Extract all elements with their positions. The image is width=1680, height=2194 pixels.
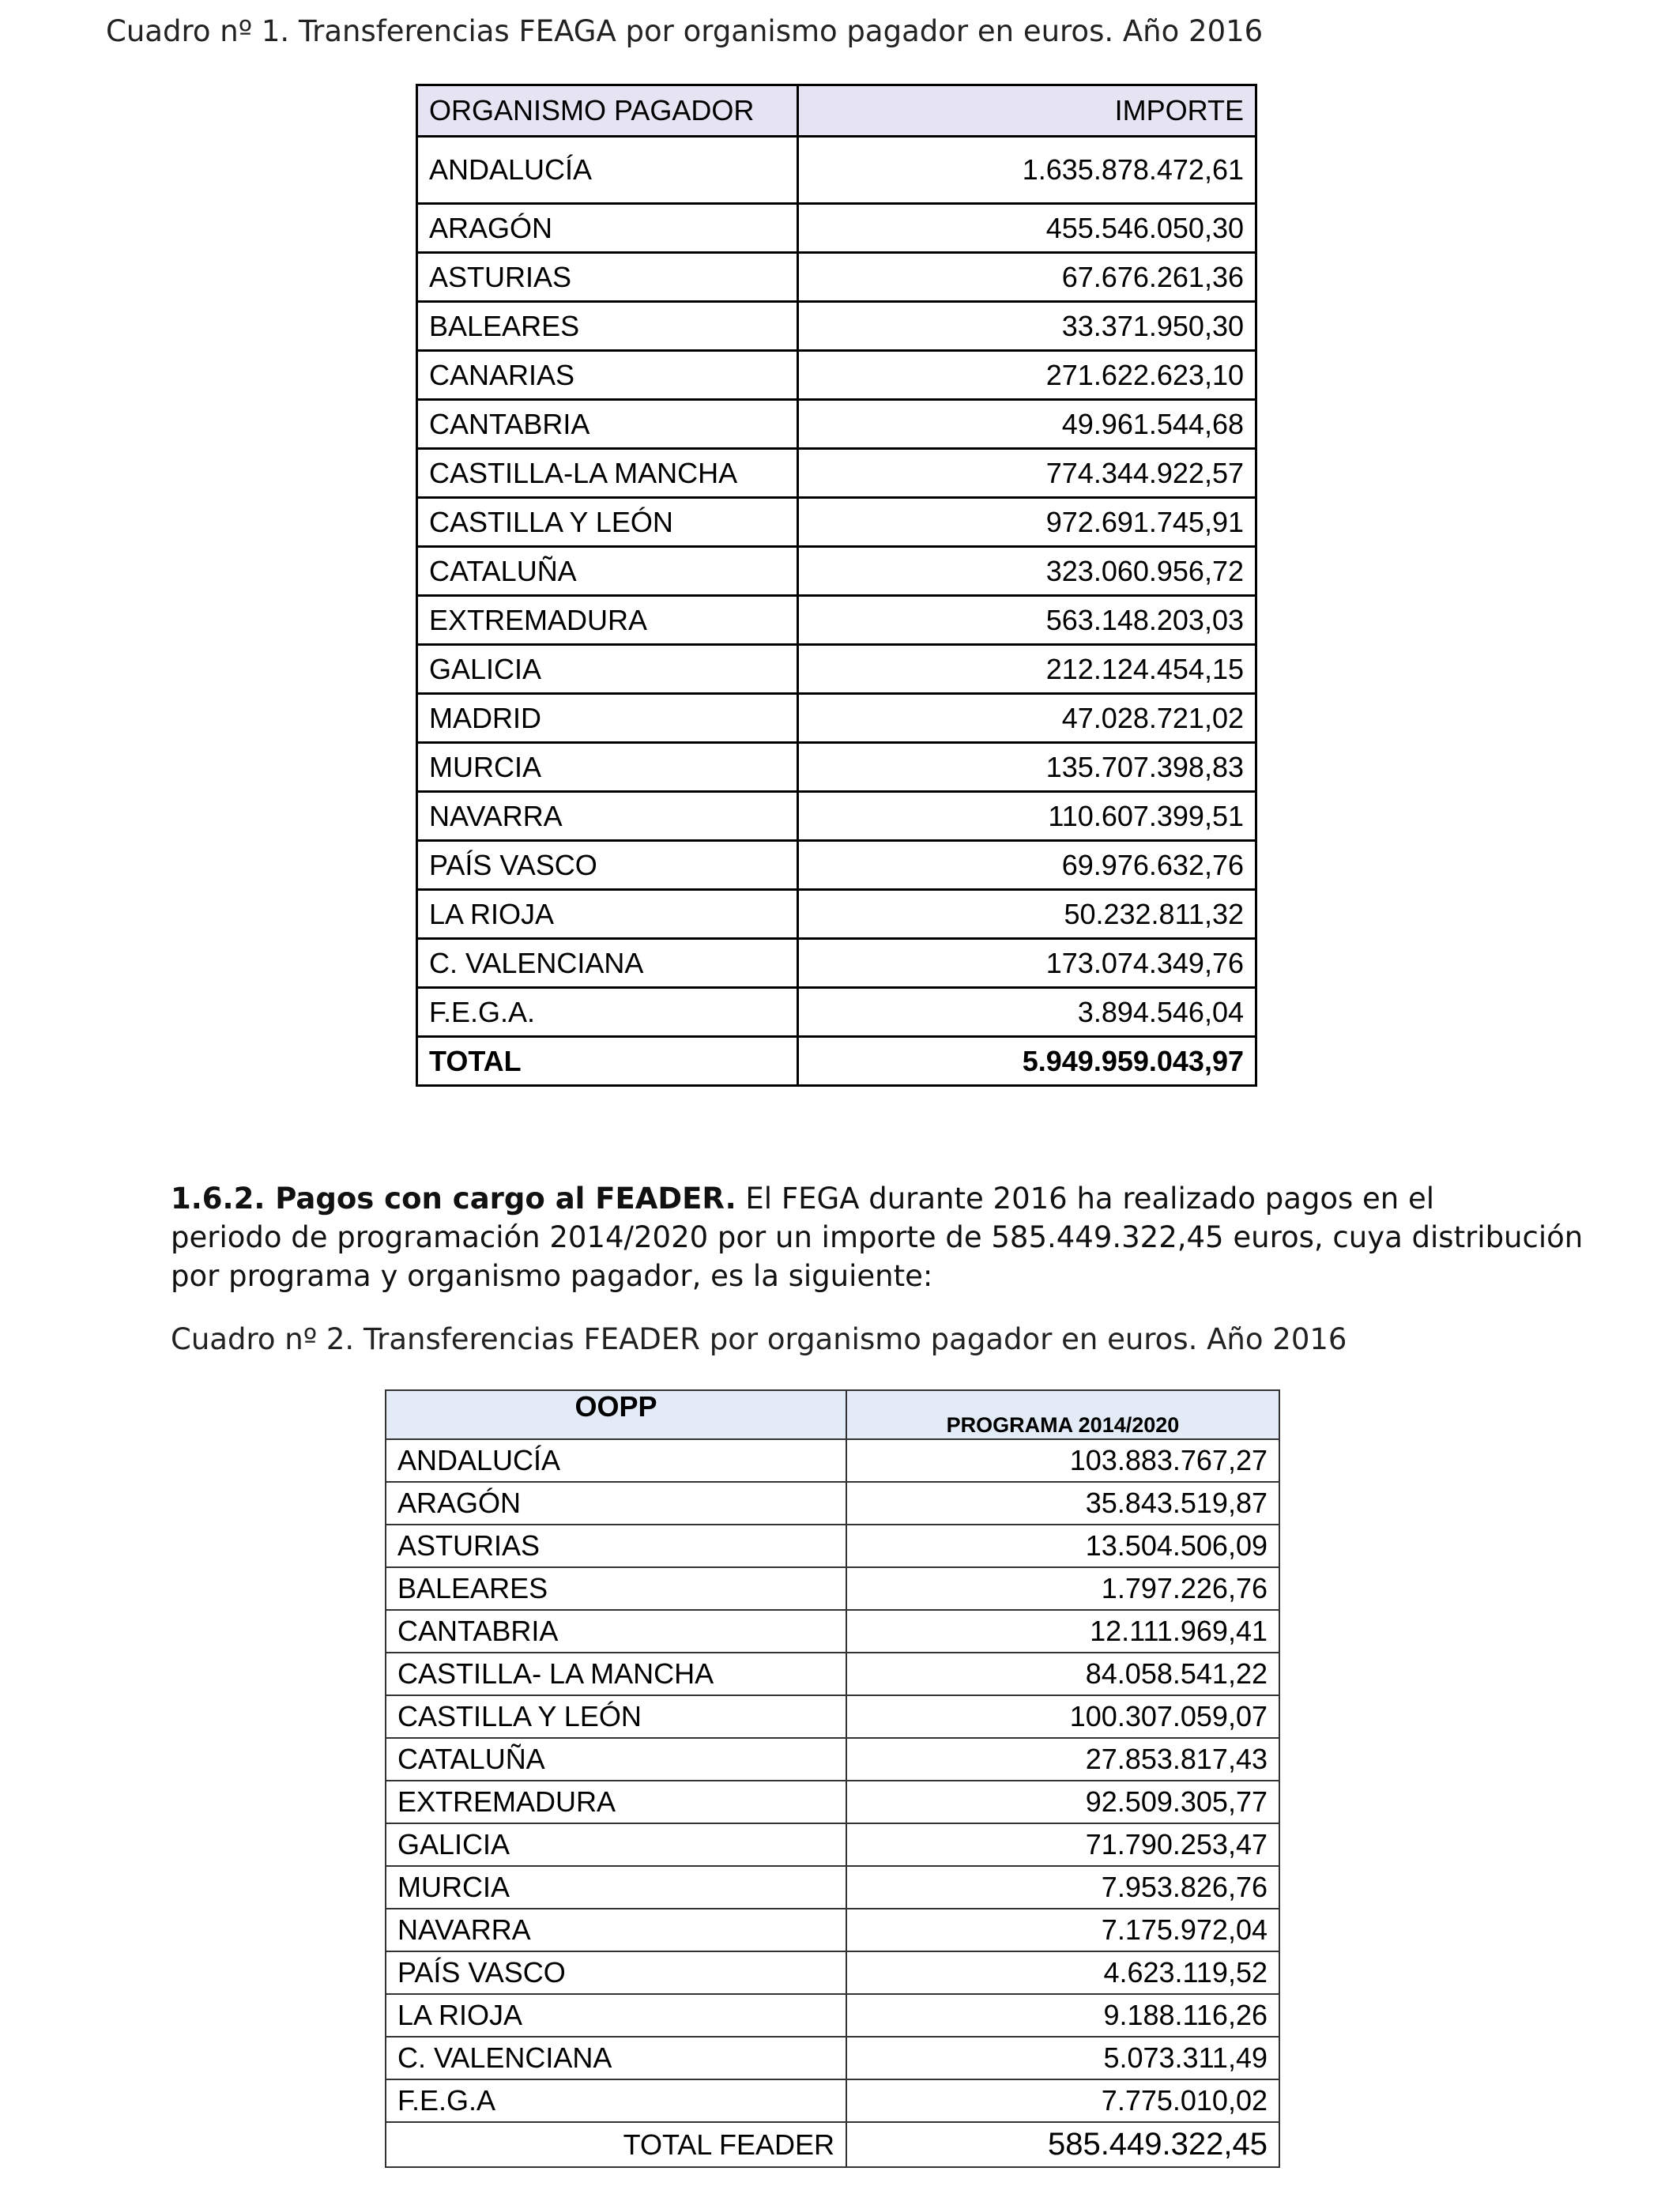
organismo-cell: GALICIA [417, 645, 798, 694]
importe-cell: 67.676.261,36 [798, 253, 1256, 302]
oopp-cell: PAÍS VASCO [386, 1951, 846, 1994]
table-header-row [386, 1390, 1279, 1439]
table-row [386, 1994, 1279, 2037]
table-row [417, 498, 1256, 547]
organismo-cell: CANARIAS [417, 351, 798, 400]
importe-cell: 563.148.203,03 [798, 596, 1256, 645]
importe-cell: 33.371.950,30 [798, 302, 1256, 351]
table-row [417, 743, 1256, 792]
paragraph-line-3: por programa y organismo pagador, es la siguiente: [171, 1259, 933, 1293]
table-row [386, 1866, 1279, 1909]
programa-cell: 100.307.059,07 [846, 1695, 1279, 1738]
oopp-cell: ANDALUCÍA [386, 1439, 846, 1482]
organismo-cell: NAVARRA [417, 792, 798, 841]
programa-cell: 4.623.119,52 [846, 1951, 1279, 1994]
organismo-cell: CATALUÑA [417, 547, 798, 596]
importe-cell: 774.344.922,57 [798, 449, 1256, 498]
programa-cell: 84.058.541,22 [846, 1653, 1279, 1695]
importe-cell: 1.635.878.472,61 [798, 137, 1256, 204]
header-programa: PROGRAMA 2014/2020 [846, 1390, 1279, 1439]
total-label: TOTAL [417, 1037, 798, 1086]
table-row [417, 596, 1256, 645]
organismo-cell: CASTILLA Y LEÓN [417, 498, 798, 547]
table-row [417, 890, 1256, 939]
organismo-cell: LA RIOJA [417, 890, 798, 939]
importe-cell: 110.607.399,51 [798, 792, 1256, 841]
organismo-cell: EXTREMADURA [417, 596, 798, 645]
organismo-cell: CANTABRIA [417, 400, 798, 449]
table-row [417, 351, 1256, 400]
oopp-cell: EXTREMADURA [386, 1781, 846, 1823]
programa-cell: 5.073.311,49 [846, 2037, 1279, 2079]
organismo-cell: MADRID [417, 694, 798, 743]
importe-cell: 271.622.623,10 [798, 351, 1256, 400]
section-1-6-2-paragraph [171, 1179, 1584, 1295]
programa-cell: 7.175.972,04 [846, 1909, 1279, 1951]
programa-cell: 71.790.253,47 [846, 1823, 1279, 1866]
importe-cell: 972.691.745,91 [798, 498, 1256, 547]
importe-cell: 47.028.721,02 [798, 694, 1256, 743]
table-row [386, 1610, 1279, 1653]
organismo-cell: CASTILLA-LA MANCHA [417, 449, 798, 498]
table-row [386, 1781, 1279, 1823]
organismo-cell: ANDALUCÍA [417, 137, 798, 204]
importe-cell: 135.707.398,83 [798, 743, 1256, 792]
total-row [417, 1037, 1256, 1086]
importe-cell: 212.124.454,15 [798, 645, 1256, 694]
table-row [417, 988, 1256, 1037]
importe-cell: 49.961.544,68 [798, 400, 1256, 449]
importe-cell: 173.074.349,76 [798, 939, 1256, 988]
organismo-cell: BALEARES [417, 302, 798, 351]
table-row [417, 939, 1256, 988]
table1-caption: Cuadro nº 1. Transferencias FEAGA por organismo pagador en euros. Año 2016 [106, 14, 1264, 48]
programa-cell: 92.509.305,77 [846, 1781, 1279, 1823]
oopp-cell: F.E.G.A [386, 2079, 846, 2122]
importe-cell: 3.894.546,04 [798, 988, 1256, 1037]
table-row [417, 792, 1256, 841]
table-row [386, 1482, 1279, 1525]
organismo-cell: MURCIA [417, 743, 798, 792]
table-row [386, 1439, 1279, 1482]
oopp-cell: CANTABRIA [386, 1610, 846, 1653]
table-row [417, 694, 1256, 743]
table-row [417, 841, 1256, 890]
programa-cell: 13.504.506,09 [846, 1525, 1279, 1567]
table-row [417, 400, 1256, 449]
programa-cell: 35.843.519,87 [846, 1482, 1279, 1525]
oopp-cell: CATALUÑA [386, 1738, 846, 1781]
organismo-cell: C. VALENCIANA [417, 939, 798, 988]
table-row [417, 449, 1256, 498]
total-value: 585.449.322,45 [846, 2122, 1279, 2167]
organismo-cell: PAÍS VASCO [417, 841, 798, 890]
table-row [417, 302, 1256, 351]
header-oopp: OOPP [386, 1390, 846, 1439]
table-row [386, 1653, 1279, 1695]
programa-cell: 7.953.826,76 [846, 1866, 1279, 1909]
oopp-cell: CASTILLA Y LEÓN [386, 1695, 846, 1738]
feaga-table-body [417, 85, 1256, 1086]
importe-cell: 323.060.956,72 [798, 547, 1256, 596]
table-row [417, 137, 1256, 204]
table-row [417, 204, 1256, 253]
feader-transfers-table [385, 1389, 1280, 2168]
oopp-cell: NAVARRA [386, 1909, 846, 1951]
total-label: TOTAL FEADER [386, 2122, 846, 2167]
oopp-cell: BALEARES [386, 1567, 846, 1610]
organismo-cell: F.E.G.A. [417, 988, 798, 1037]
total-value: 5.949.959.043,97 [798, 1037, 1256, 1086]
table-row [417, 645, 1256, 694]
importe-cell: 455.546.050,30 [798, 204, 1256, 253]
feader-table-body [386, 1390, 1279, 2167]
paragraph-line-2: periodo de programación 2014/2020 por un importe de 585.449.322,45 euros, cuya distribución [171, 1220, 1584, 1254]
organismo-cell: ARAGÓN [417, 204, 798, 253]
table-row [386, 1525, 1279, 1567]
programa-cell: 1.797.226,76 [846, 1567, 1279, 1610]
table-row [386, 1951, 1279, 1994]
programa-cell: 7.775.010,02 [846, 2079, 1279, 2122]
table-row [386, 1567, 1279, 1610]
section-heading: 1.6.2. Pagos con cargo al FEADER. [171, 1182, 736, 1216]
oopp-cell: ASTURIAS [386, 1525, 846, 1567]
oopp-cell: MURCIA [386, 1866, 846, 1909]
table-row [386, 2037, 1279, 2079]
importe-cell: 69.976.632,76 [798, 841, 1256, 890]
feaga-transfers-table [416, 84, 1257, 1087]
importe-cell: 50.232.811,32 [798, 890, 1256, 939]
table2-caption: Cuadro nº 2. Transferencias FEADER por organismo pagador en euros. Año 2016 [171, 1322, 1347, 1356]
total-row [386, 2122, 1279, 2167]
header-organismo: ORGANISMO PAGADOR [417, 85, 798, 137]
table-header-row [417, 85, 1256, 137]
programa-cell: 27.853.817,43 [846, 1738, 1279, 1781]
oopp-cell: GALICIA [386, 1823, 846, 1866]
oopp-cell: LA RIOJA [386, 1994, 846, 2037]
oopp-cell: C. VALENCIANA [386, 2037, 846, 2079]
paragraph-line-1 [171, 1179, 1579, 1218]
table-row [386, 2079, 1279, 2122]
programa-cell: 103.883.767,27 [846, 1439, 1279, 1482]
programa-cell: 12.111.969,41 [846, 1610, 1279, 1653]
paragraph-text-1: El FEGA durante 2016 ha realizado pagos en el [736, 1182, 1435, 1216]
table-row [386, 1909, 1279, 1951]
table-row [417, 547, 1256, 596]
oopp-cell: ARAGÓN [386, 1482, 846, 1525]
table-row [386, 1823, 1279, 1866]
oopp-cell: CASTILLA- LA MANCHA [386, 1653, 846, 1695]
programa-cell: 9.188.116,26 [846, 1994, 1279, 2037]
organismo-cell: ASTURIAS [417, 253, 798, 302]
table-row [386, 1738, 1279, 1781]
header-importe: IMPORTE [798, 85, 1256, 137]
table-row [386, 1695, 1279, 1738]
table-row [417, 253, 1256, 302]
